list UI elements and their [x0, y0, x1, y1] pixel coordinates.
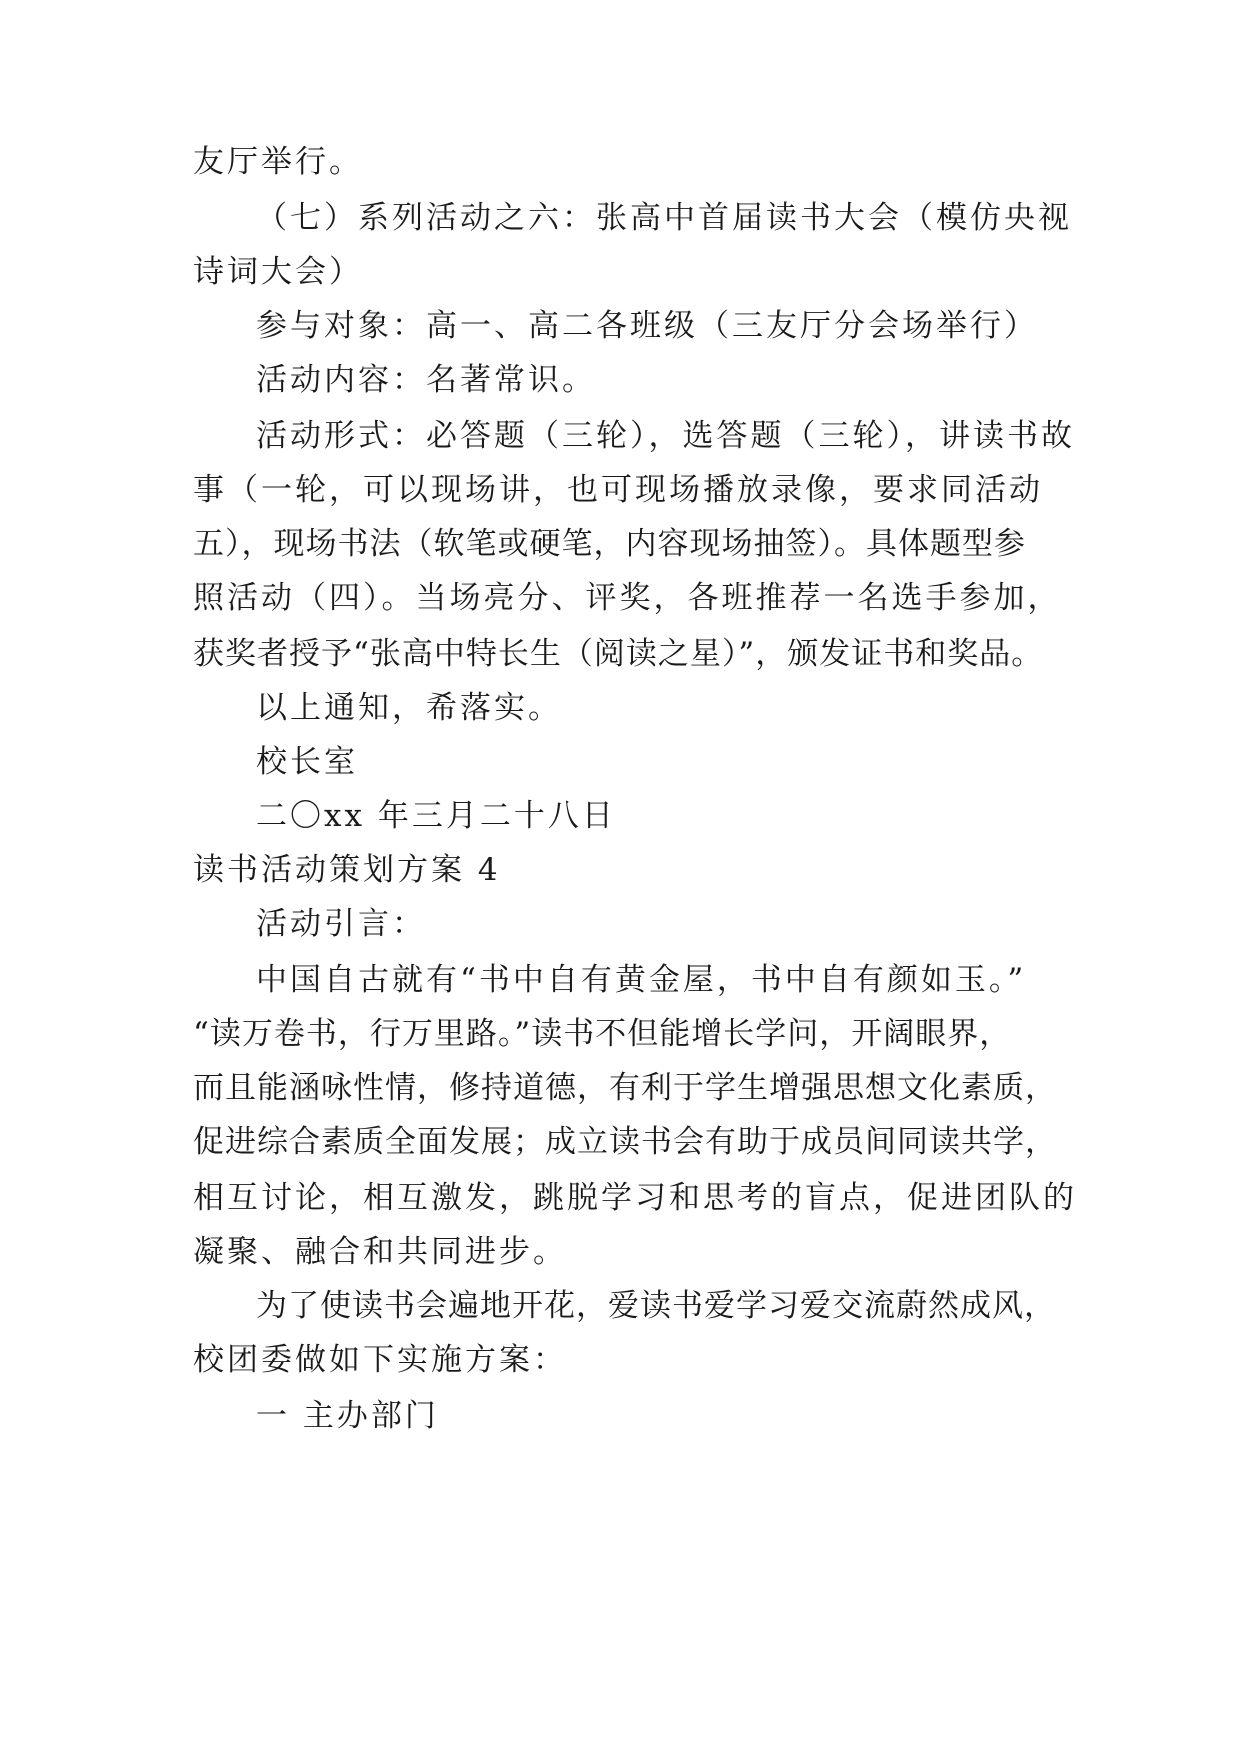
text-line: “读万卷书，行万里路。”读书不但能增长学问，开阔眼界， [193, 1016, 1012, 1052]
section-heading: 活动引言： [256, 906, 426, 942]
text-line: 促进综合素质全面发展；成立读书会有助于成员间同读共学， [193, 1124, 1057, 1160]
signature-office: 校长室 [256, 744, 358, 780]
text-line: 校团委做如下实施方案： [193, 1342, 567, 1378]
text-line: 诗词大会） [193, 254, 363, 290]
text-line: 以上通知，希落实。 [256, 690, 562, 726]
document-title: 读书活动策划方案 4 [193, 852, 501, 888]
section-heading: 一 主办部门 [256, 1398, 439, 1434]
text-line: 中国自古就有“书中自有黄金屋，书中自有颜如玉。” [256, 962, 1027, 998]
text-line: 相互讨论，相互激发，跳脱学习和思考的盲点，促进团队的 [193, 1180, 1077, 1216]
text-line: 为了使读书会遍地开花，爱读书爱学习爱交流蔚然成风， [256, 1288, 1056, 1324]
signature-date: 二〇xx 年三月二十八日 [256, 798, 616, 834]
text-line: 而且能涵咏性情，修持道德，有利于学生增强思想文化素质， [193, 1070, 1057, 1106]
text-line: 事（一轮，可以现场讲，也可现场播放录像，要求同活动 [193, 472, 1043, 508]
text-line: 凝聚、融合和共同进步。 [193, 1234, 567, 1270]
text-line: 照活动（四）。当场亮分、评奖，各班推荐一名选手参加， [193, 580, 1062, 616]
text-line: 活动形式：必答题（三轮），选答题（三轮），讲读书故 [256, 418, 1075, 454]
text-line: 参与对象：高一、高二各班级（三友厅分会场举行） [256, 308, 1038, 344]
text-line: 友厅举行。 [193, 144, 363, 180]
section-heading: （七）系列活动之六：张高中首届读书大会（模仿央视 [256, 200, 1072, 236]
text-line: 获奖者授予“张高中特长生（阅读之星）”，颁发证书和奖品。 [193, 636, 1044, 672]
text-line: 五），现场书法（软笔或硬笔，内容现场抽签）。具体题型参 [193, 526, 1026, 562]
text-line: 活动内容：名著常识。 [256, 362, 596, 398]
